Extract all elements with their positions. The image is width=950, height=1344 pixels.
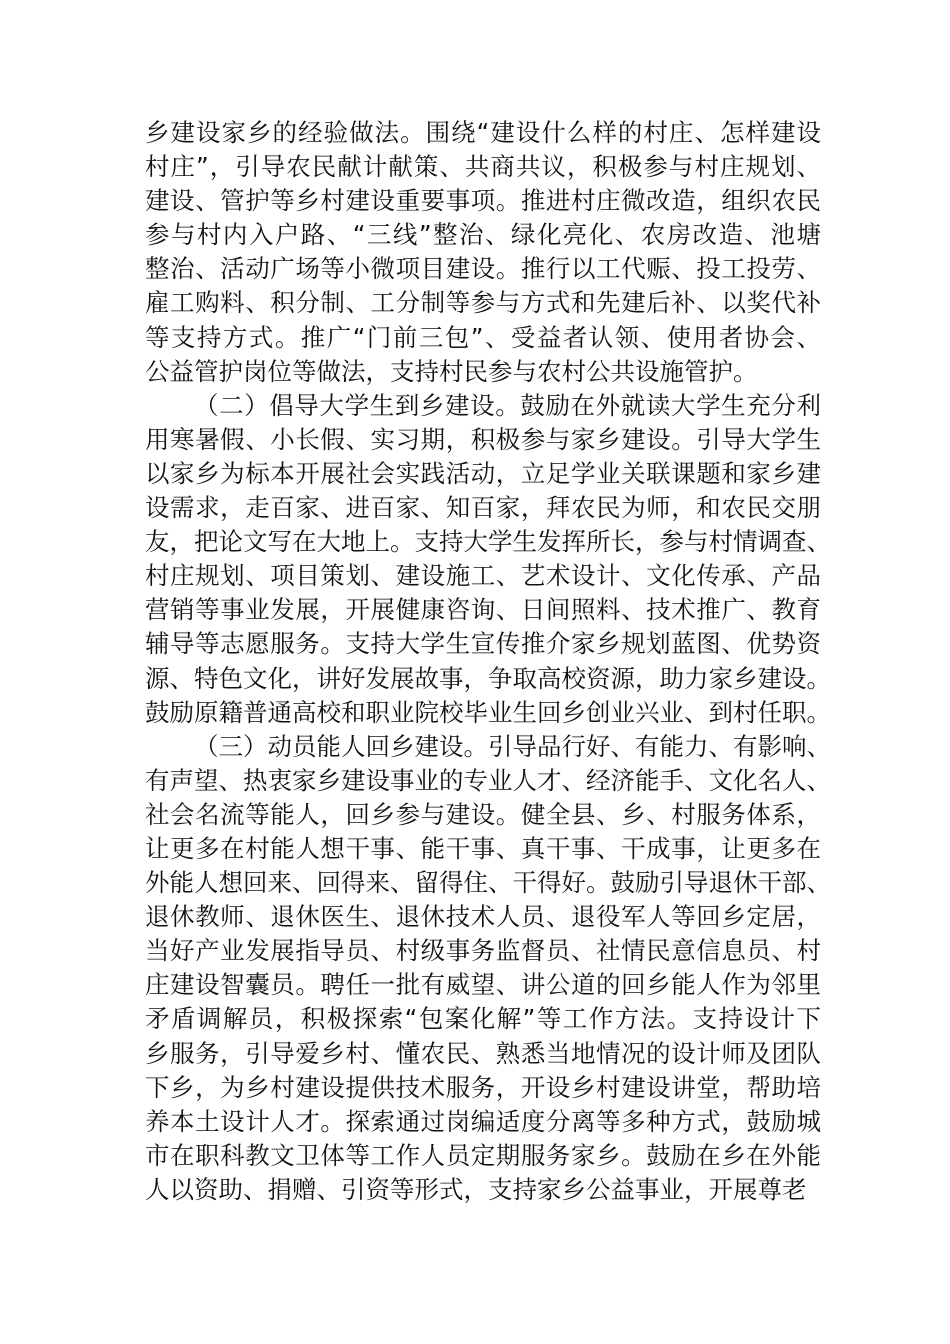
text-line: 公益管护岗位等做法，支持村民参与农村公共设施管护。 xyxy=(145,356,758,386)
paragraph-section-3 xyxy=(145,730,831,1207)
paragraph-section-2 xyxy=(145,389,831,730)
text-line: 整治、活动广场等小微项目建设。推行以工代赈、投工投劳、 xyxy=(145,254,821,284)
text-line: 矛盾调解员，积极探索“包案化解”等工作方法。支持设计下 xyxy=(145,1004,821,1034)
text-line: 辅导等志愿服务。支持大学生宣传推介家乡规划蓝图、优势资 xyxy=(145,629,821,659)
text-line: 外能人想回来、回得来、留得住、干得好。鼓励引导退休干部、 xyxy=(145,868,831,898)
text-line: 村庄”，引导农民献计献策、共商共议，积极参与村庄规划、 xyxy=(145,152,821,182)
text-line: 设需求，走百家、进百家、知百家，拜农民为师，和农民交朋 xyxy=(145,493,821,523)
text-line: （三）动员能人回乡建设。引导品行好、有能力、有影响、 xyxy=(194,731,831,761)
text-line: 下乡，为乡村建设提供技术服务，开设乡村建设讲堂，帮助培 xyxy=(145,1072,821,1102)
text-line: 市在职科教文卫体等工作人员定期服务家乡。鼓励在乡在外能 xyxy=(145,1140,821,1170)
text-line: 建设、管护等乡村建设重要事项。推进村庄微改造，组织农民 xyxy=(145,186,821,216)
text-line: 雇工购料、积分制、工分制等参与方式和先建后补、以奖代补 xyxy=(145,288,821,318)
text-line: 用寒暑假、小长假、实习期，积极参与家乡建设。引导大学生 xyxy=(145,424,821,454)
text-line: 乡建设家乡的经验做法。围绕“建设什么样的村庄、怎样建设 xyxy=(145,118,821,147)
text-line: （二）倡导大学生到乡建设。鼓励在外就读大学生充分利 xyxy=(194,390,821,420)
text-line: 当好产业发展指导员、村级事务监督员、社情民意信息员、村 xyxy=(145,936,821,966)
text-line: 庄建设智囊员。聘任一批有威望、讲公道的回乡能人作为邻里 xyxy=(145,970,821,1000)
text-line: 有声望、热衷家乡建设事业的专业人才、经济能手、文化名人、 xyxy=(145,765,831,795)
text-line: 养本土设计人才。探索通过岗编适度分离等多种方式，鼓励城 xyxy=(145,1106,821,1136)
text-line: 友，把论文写在大地上。支持大学生发挥所长，参与村情调查、 xyxy=(145,527,831,557)
text-line: 参与村内入户路、“三线”整治、绿化亮化、农房改造、池塘 xyxy=(145,220,821,250)
text-line: 退休教师、退休医生、退休技术人员、退役军人等回乡定居， xyxy=(145,902,821,932)
text-line: 源、特色文化，讲好发展故事，争取高校资源，助力家乡建设。 xyxy=(145,663,831,693)
text-line: 等支持方式。推广“门前三包”、受益者认领、使用者协会、 xyxy=(145,322,821,352)
text-line: 人以资助、捐赠、引资等形式，支持家乡公益事业，开展尊老 xyxy=(145,1174,807,1204)
paragraph-continuation xyxy=(145,116,821,389)
text-line: 乡服务，引导爱乡村、懂农民、熟悉当地情况的设计师及团队 xyxy=(145,1038,821,1068)
text-line: 鼓励原籍普通高校和职业院校毕业生回乡创业兴业、到村任职。 xyxy=(145,697,831,727)
text-line: 社会名流等能人，回乡参与建设。健全县、乡、村服务体系， xyxy=(145,799,821,829)
text-line: 村庄规划、项目策划、建设施工、艺术设计、文化传承、产品 xyxy=(145,561,821,591)
text-line: 营销等事业发展，开展健康咨询、日间照料、技术推广、教育 xyxy=(145,595,821,625)
text-line: 让更多在村能人想干事、能干事、真干事、干成事，让更多在 xyxy=(145,833,821,863)
body-text xyxy=(145,116,831,1207)
text-line: 以家乡为标本开展社会实践活动，立足学业关联课题和家乡建 xyxy=(145,458,821,488)
